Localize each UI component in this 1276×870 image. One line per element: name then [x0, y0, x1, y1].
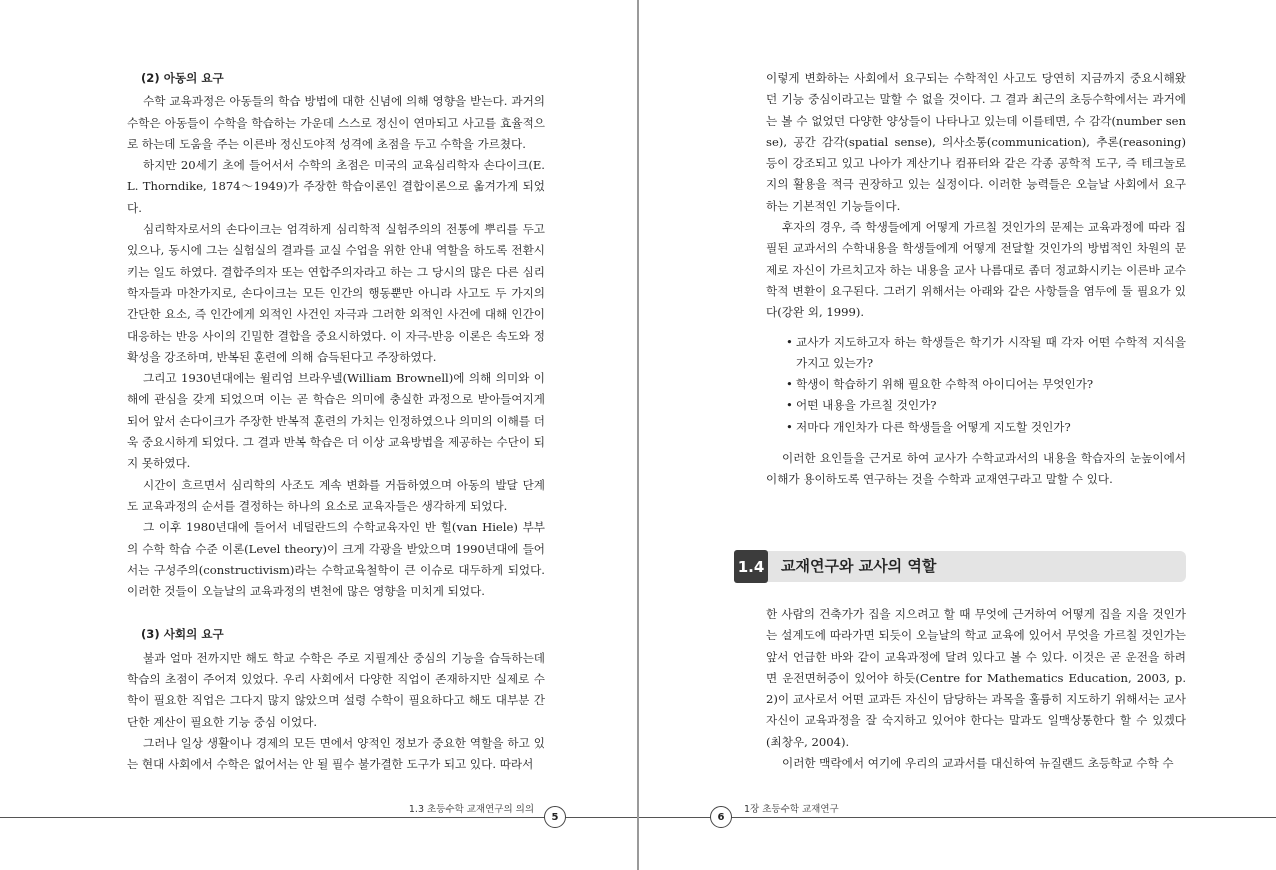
right-section-text: [766, 604, 1186, 774]
page-number: 6: [710, 806, 732, 828]
section-title-bar: [734, 551, 1186, 582]
left-page: [0, 0, 637, 870]
paragraph: 수학 교육과정은 아동들의 학습 방법에 대한 신념에 의해 영향을 받는다. 과거의 수학은 아동들이 수학을 학습하는 가운데 스스로 정신이 연마되고 사고를 효율적으로 하는데 도움을 주는 이른바 정신도야적 성격에 초점을 두고 수학을 가르쳤다.: [127, 94, 545, 151]
section-title: 교재연구와 교사의 역할: [781, 557, 937, 575]
paragraph: 시간이 흐르면서 심리학의 사조도 계속 변화를 거듭하였으며 아동의 발달 단계도 교육과정의 순서를 결정하는 하나의 요소로 교육자들은 생각하게 되었다.: [127, 477, 545, 513]
section-heading-child-needs: (2) 아동의 요구: [141, 71, 224, 85]
running-footer: 1장 초등수학 교재연구: [744, 804, 839, 815]
question-list: [766, 332, 1186, 438]
paragraph: 심리학자로서의 손다이크는 엄격하게 심리학적 실험주의의 전통에 뿌리를 두고 있으나, 동시에 그는 실험실의 결과를 교실 수업을 위한 안내 역할을 하도록 전환시키는 일도 하였다. 결합주의자 또는 연합주의자라고 하는 그 당시의 많은 다른 심리학자들과 마찬가지로, 손다이크는 모든 인간의 행동뿐만 아니라 사고도 두 가지의 간단한 요소, 즉 인간에게 외적인 사건인 자극과 그러한 외적인 사건에 대해 인간이 대응하는 반응 사이의 긴밀한 결합을 중요시하였다. 이 자극-반응 이론은 속도와 정확성을 강조하며, 반복된 훈련에 의해 습득된다고 주장하였다.: [127, 222, 545, 364]
left-text-column: [127, 68, 545, 776]
paragraph: 이러한 맥락에서 여기에 우리의 교과서를 대신하여 뉴질랜드 초등학교 수학 수: [782, 756, 1174, 771]
section-heading-social-needs: (3) 사회의 요구: [141, 627, 224, 642]
paragraph: 그리고 1930년대에는 윌리엄 브라우넬(William Brownell)에 의해 의미와 이해에 관심을 갖게 되었으며 이는 곧 학습은 의미에 충실한 과정으로 받아들여지게 되어 앞서 손다이크가 주장한 반복적 훈련의 가치는 인정하였으나 의미의 이해를 더욱 중요시하게 되었다. 그 결과 반복 학습은 더 이상 교육방법을 제공하는 수단이 되지 못하였다.: [127, 371, 545, 471]
paragraph: 그 이후 1980년대에 들어서 네덜란드의 수학교육자인 반 힐(van Hiele) 부부의 수학 학습 수준 이론(Level theory)이 크게 각광을 받았으며 1990년대에 들어서는 구성주의(constructivism)라는 수학교육철학이 큰 이슈로 대두하게 되었다. 이러한 것들이 오늘날의 교육과정의 변천에 많은 영향을 미치게 되었다.: [127, 520, 545, 599]
paragraph: 하지만 20세기 초에 들어서서 수학의 초점은 미국의 교육심리학자 손다이크(E. L. Thorndike, 1874～1949)가 주장한 학습이론인 결합이론으로 옮겨가게 되었다.: [127, 158, 545, 215]
paragraph: 후자의 경우, 즉 학생들에게 어떻게 가르칠 것인가의 문제는 교육과정에 따라 집필된 교과서의 수학내용을 학생들에게 어떻게 전달할 것인가의 방법적인 차원의 문제로 자신이 가르치고자 하는 내용을 교사 나름대로 좀더 정교화시키는 이른바 교수학적 변환이 요구된다. 그러기 위해서는 아래와 같은 사항들을 염두에 둘 필요가 있다(강완 외, 1999).: [766, 220, 1186, 320]
paragraph: 불과 얼마 전까지만 해도 학교 수학은 주로 지필계산 중심의 기능을 습득하는데 학습의 초점이 주어져 있었다. 우리 사회에서 다양한 직업이 존재하지만 실제로 수학이 필요한 직업은 그다지 많지 않았으며 설령 수학이 필요하다고 해도 대부분 간단한 계산이 필요한 기능 중심 이었다.: [127, 650, 545, 729]
list-item: • 학생이 학습하기 위해 필요한 수학적 아이디어는 무엇인가?: [786, 374, 1186, 395]
footer-rule: [639, 817, 1276, 818]
running-footer: 1.3 초등수학 교재연구의 의의: [408, 804, 534, 815]
list-item: • 교사가 지도하고자 하는 학생들은 학기가 시작될 때 각자 어떤 수학적 지식을 가지고 있는가?: [786, 332, 1186, 375]
footer-rule: [0, 817, 637, 818]
paragraph: 이렇게 변화하는 사회에서 요구되는 수학적인 사고도 당연히 지금까지 중요시해왔던 기능 중심이라고는 말할 수 없을 것이다. 그 결과 최근의 초등수학에서는 과거에는 볼 수 없었던 다양한 양상들이 나타나고 있는데 이를테면, 수 감각(number sense), 공간 감각(spatial sense), 의사소통(communication), 추론(reasoning) 등이 강조되고 있고 나아가 계산기나 컴퓨터와 같은 각종 공학적 도구, 즉 테크놀로지의 활용을 적극 권장하고 있는 실정이다. 이러한 능력들은 오늘날 사회에서 요구하는 기본적인 기능들이다.: [766, 71, 1186, 213]
list-item: • 어떤 내용을 가르칠 것인가?: [786, 395, 1186, 416]
section-number-badge: 1.4: [734, 550, 768, 583]
spacer: [127, 602, 545, 624]
paragraph: 한 사람의 건축가가 집을 지으려고 할 때 무엇에 근거하여 어떻게 집을 지을 것인가는 설계도에 따라가면 되듯이 오늘날의 학교 교육에 있어서 무엇을 가르칠 것인가는 앞서 언급한 바와 같이 교육과정에 달려 있다고 볼 수 있다. 이것은 곧 운전을 하려면 운전면허증이 있어야 하듯(Centre for Mathematics Education, 2003, p. 2)이 교사로서 어떤 교과든 자신이 담당하는 과목을 훌륭히 지도하기 위해서는 교사 자신이 교육과정을 잘 숙지하고 있어야 한다는 말과도 일맥상통한다 할 수 있겠다(최창우, 2004).: [766, 607, 1186, 749]
right-text-column: [766, 68, 1186, 491]
page-number: 5: [544, 806, 566, 828]
paragraph: 그러나 일상 생활이나 경제의 모든 면에서 양적인 정보가 중요한 역할을 하고 있는 현대 사회에서 수학은 없어서는 안 될 필수 불가결한 도구가 되고 있다. 따라서: [127, 735, 545, 772]
paragraph: 이러한 요인들을 근거로 하여 교사가 수학교과서의 내용을 학습자의 눈높이에서 이해가 용이하도록 연구하는 것을 수학과 교재연구라고 말할 수 있다.: [766, 451, 1186, 487]
list-item: • 저마다 개인차가 다른 학생들을 어떻게 지도할 것인가?: [786, 417, 1186, 438]
right-page: [639, 0, 1276, 870]
